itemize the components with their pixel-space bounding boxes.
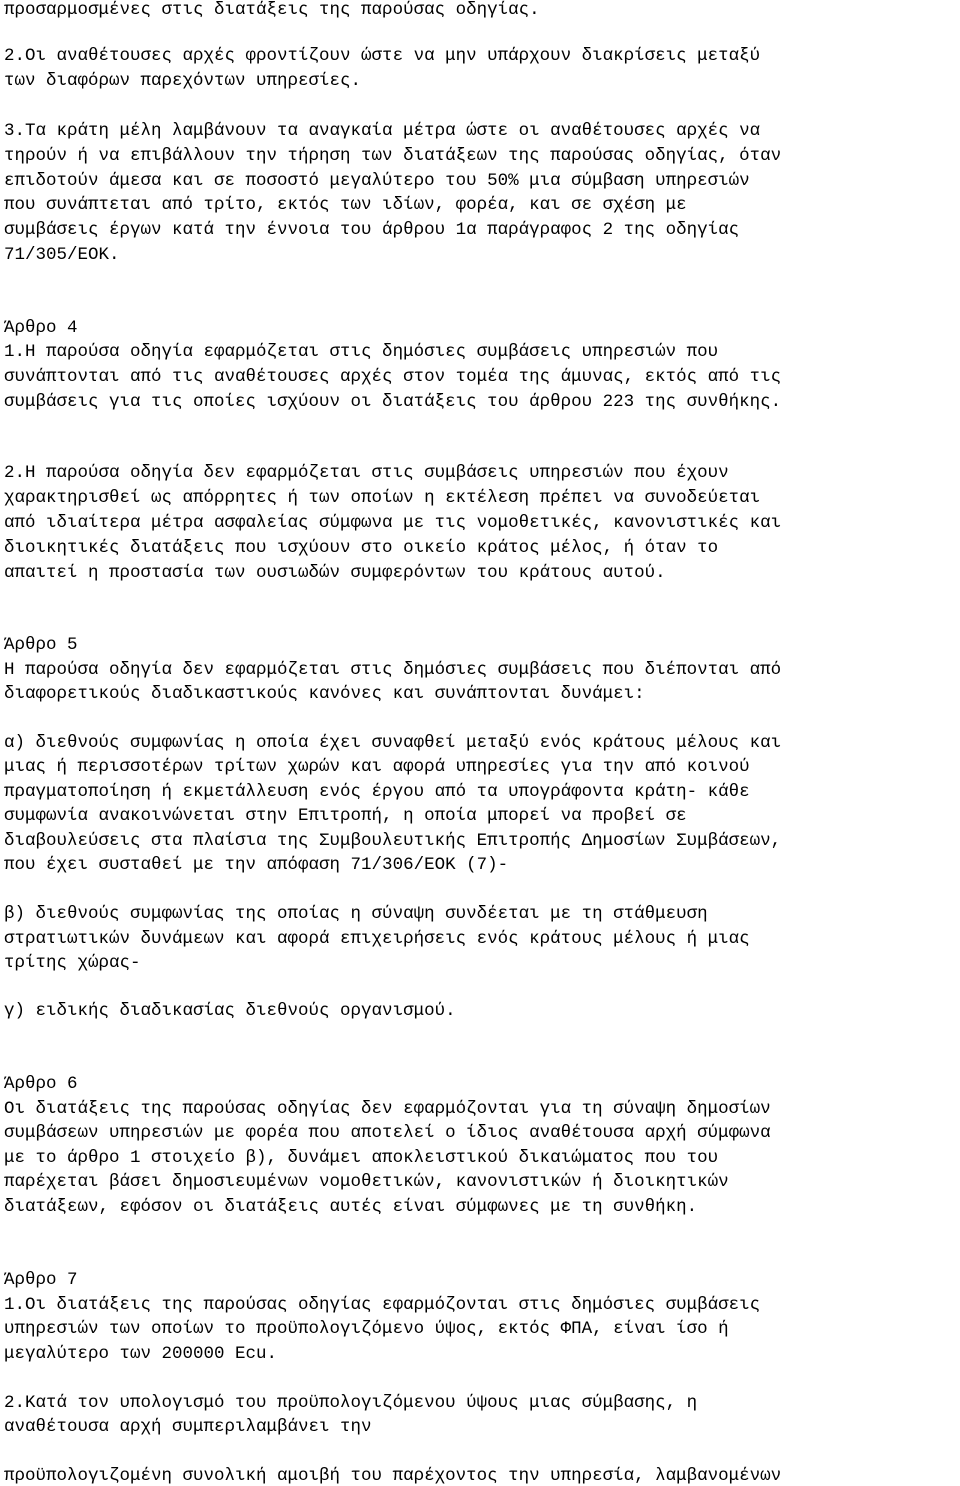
text-line: 3.Τα κράτη μέλη λαμβάνουν τα αναγκαία μέτρα ώστε οι αναθέτουσες αρχές να: [4, 121, 761, 141]
text-line: παρέχεται βάσει δημοσιευμένων νομοθετικών, κανονιστικών ή διοικητικών: [4, 1172, 729, 1192]
text-line: Η παρούσα οδηγία δεν εφαρμόζεται στις δημόσιες συμβάσεις που διέπονται από: [4, 660, 782, 680]
text-line: συμβάσεις για τις οποίες ισχύουν οι διατάξεις του άρθρου 223 της συνθήκης.: [4, 392, 782, 412]
text-line: 1.Οι διατάξεις της παρούσας οδηγίας εφαρμόζονται στις δημόσιες συμβάσεις: [4, 1295, 761, 1315]
text-line: συνάπτονται από τις αναθέτουσες αρχές στον τομέα της άμυνας, εκτός από τις: [4, 367, 782, 387]
text-line: β) διεθνούς συμφωνίας της οποίας η σύναψη συνδέεται με τη στάθμευση: [4, 904, 708, 924]
text-line: διαβουλεύσεις στα πλαίσια της Συμβουλευτικής Επιτροπής Δημοσίων Συμβάσεων,: [4, 831, 782, 851]
text-line: συμφωνία ανακοινώνεται στην Επιτροπή, η οποία μπορεί να προβεί σε: [4, 806, 687, 826]
text-line: διατάξεων, εφόσον οι διατάξεις αυτές είναι σύμφωνες με τη συνθήκη.: [4, 1197, 698, 1217]
text-line: επιδοτούν άμεσα και σε ποσοστό μεγαλύτερο του 50% μια σύμβαση υπηρεσιών: [4, 171, 750, 191]
article-heading: Άρθρο 7: [4, 1270, 78, 1290]
text-line: α) διεθνούς συμφωνίας η οποία έχει συναφθεί μεταξύ ενός κράτους μέλους και: [4, 733, 782, 753]
text-line: τρίτης χώρας-: [4, 953, 141, 973]
text-line: διαφορετικούς διαδικαστικούς κανόνες και συνάπτονται δυνάμει:: [4, 684, 645, 704]
text-line: απαιτεί η προστασία των ουσιωδών συμφερόντων του κράτους αυτού.: [4, 563, 666, 583]
text-line: 2.Οι αναθέτουσες αρχές φροντίζουν ώστε να μην υπάρχουν διακρίσεις μεταξύ: [4, 46, 761, 66]
text-line: διοικητικές διατάξεις που ισχύουν στο οικείο κράτος μέλος, ή όταν το: [4, 538, 719, 558]
article-heading: Άρθρο 5: [4, 635, 78, 655]
text-line: υπηρεσιών των οποίων το προϋπολογιζόμενο ύψος, εκτός ΦΠΑ, είναι ίσο ή: [4, 1319, 729, 1339]
text-line: συμβάσεις έργων κατά την έννοια του άρθρου 1α παράγραφος 2 της οδηγίας: [4, 220, 740, 240]
text-line: μιας ή περισσοτέρων τρίτων χωρών και αφορά υπηρεσίες για την από κοινού: [4, 757, 750, 777]
text-line: που συνάπτεται από τρίτο, εκτός των ιδίων, φορέα, και σε σχέση με: [4, 195, 687, 215]
text-line: γ) ειδικής διαδικασίας διεθνούς οργανισμού.: [4, 1001, 456, 1021]
text-line: Οι διατάξεις της παρούσας οδηγίας δεν εφαρμόζονται για τη σύναψη δημοσίων: [4, 1099, 771, 1119]
text-line: των διαφόρων παρεχόντων υπηρεσίες.: [4, 71, 362, 91]
article-heading: Άρθρο 4: [4, 318, 78, 338]
article-heading: Άρθρο 6: [4, 1074, 78, 1094]
text-line: χαρακτηρισθεί ως απόρρητες ή των οποίων η εκτέλεση πρέπει να συνοδεύεται: [4, 488, 761, 508]
text-line: 1.Η παρούσα οδηγία εφαρμόζεται στις δημόσιες συμβάσεις υπηρεσιών που: [4, 342, 719, 362]
text-line: πραγματοποίηση ή εκμετάλλευση ενός έργου από τα υπογράφοντα κράτη- κάθε: [4, 782, 750, 802]
text-line: 2.Η παρούσα οδηγία δεν εφαρμόζεται στις συμβάσεις υπηρεσιών που έχουν: [4, 463, 729, 483]
text-line: προϋπολογιζομένη συνολική αμοιβή του παρέχοντος την υπηρεσία, λαμβανομένων: [4, 1466, 782, 1486]
text-line: που έχει συσταθεί με την απόφαση 71/306/ΕΟΚ (7)-: [4, 855, 509, 875]
text-line: με το άρθρο 1 στοιχείο β), δυνάμει αποκλειστικού δικαιώματος που του: [4, 1148, 719, 1168]
text-line: 2.Κατά τον υπολογισμό του προϋπολογιζόμενου ύψους μιας σύμβασης, η: [4, 1393, 698, 1413]
text-line: τηρούν ή να επιβάλλουν την τήρηση των διατάξεων της παρούσας οδηγίας, όταν: [4, 146, 782, 166]
text-line: 71/305/ΕΟΚ.: [4, 245, 120, 265]
text-line: μεγαλύτερο των 200000 Ecu.: [4, 1344, 278, 1364]
text-line: συμβάσεων υπηρεσιών με φορέα που αποτελεί ο ίδιος αναθέτουσα αρχή σύμφωνα: [4, 1123, 771, 1143]
text-line: στρατιωτικών δυνάμεων και αφορά επιχειρήσεις ενός κράτους μέλους ή μιας: [4, 929, 750, 949]
text-line: προσαρμοσμένες στις διατάξεις της παρούσας οδηγίας.: [4, 0, 540, 20]
text-line: αναθέτουσα αρχή συμπεριλαμβάνει την: [4, 1417, 372, 1437]
text-line: από ιδιαίτερα μέτρα ασφαλείας σύμφωνα με τις νομοθετικές, κανονιστικές και: [4, 513, 782, 533]
